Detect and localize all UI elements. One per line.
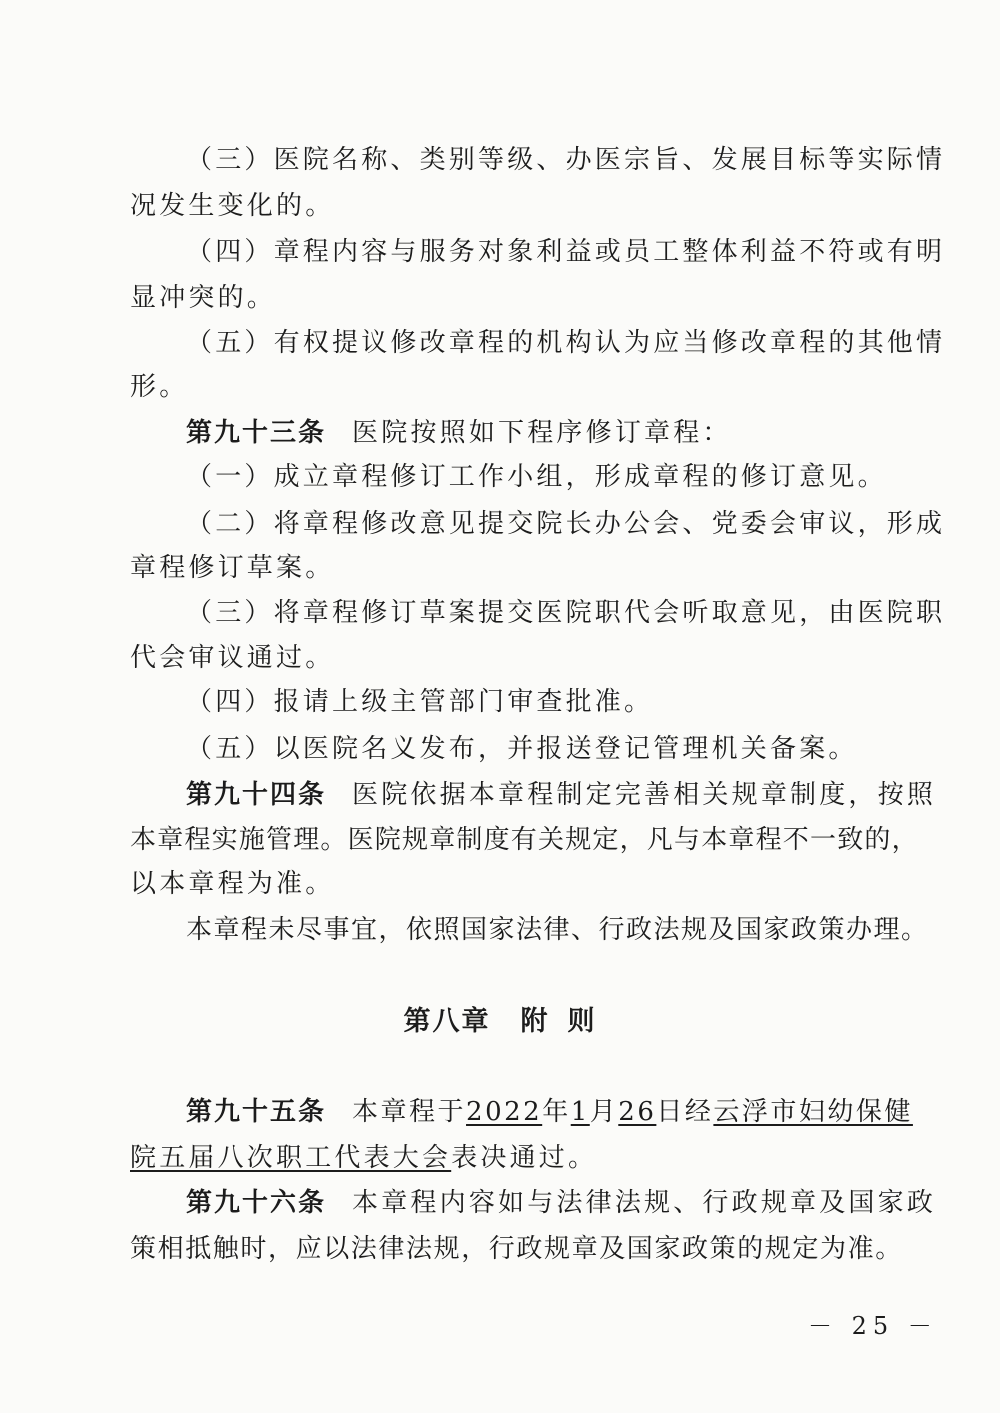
item-4-continuation: 显冲突的。 [130,283,277,313]
closing-paragraph: 本章程未尽事宜，依照国家法律、行政法规及国家政策办理。 [186,915,929,945]
item-3-line [186,145,945,175]
article-94-line2: 本章程实施管理。医院规章制度有关规定，凡与本章程不一致的， [130,825,919,855]
article-93 [186,418,732,448]
article-text: 本章程内容如与法律法规、行政规章及国家政 [352,1188,937,1218]
article-text: 月 [589,1097,619,1127]
date-year: 2022 [466,1097,543,1127]
item-5-continuation: 形。 [130,372,189,402]
step-prefix: （二） [186,509,274,539]
article-94-line3: 以本章程为准。 [130,869,335,899]
step-prefix: （四） [186,687,274,717]
step-prefix: （五） [186,734,274,764]
step-prefix: （一） [186,462,274,492]
assembly-name: 院五届八次职工代表大会 [130,1143,452,1173]
item-text: 有权提议修改章程的机构认为应当修改章程的其他情 [273,328,946,358]
article-title: 第九十四条 [186,780,327,810]
article-title: 第九十六条 [186,1188,327,1218]
chapter-number: 第八章 [403,1006,491,1037]
article-text: 年 [542,1097,571,1127]
item-text: 章程内容与服务对象利益或员工整体利益不符或有明 [273,237,946,267]
article-96 [186,1188,936,1218]
step-3-continuation: 代会审议通过。 [130,643,335,673]
step-4 [186,687,653,717]
article-text: 日经 [656,1097,714,1127]
article-94 [186,780,936,810]
step-1 [186,462,887,492]
item-5-line [186,328,945,358]
step-2-continuation: 章程修订草案。 [130,553,335,583]
article-95 [186,1097,913,1127]
step-text: 以医院名义发布，并报送登记管理机关备案。 [273,734,858,764]
step-text: 将章程修订草案提交医院职代会听取意见，由医院职 [273,598,946,628]
article-96-line2: 策相抵触时，应以法律法规，行政规章及国家政策的规定为准。 [130,1234,903,1264]
article-text: 医院按照如下程序修订章程： [352,418,732,448]
chapter-title-char: 附 [520,1006,550,1037]
step-prefix: （三） [186,598,274,628]
chapter-title-char: 则 [567,1006,597,1037]
article-text: 表决通过。 [451,1143,598,1173]
step-text: 将章程修改意见提交院长办公会、党委会审议，形成 [273,509,946,539]
step-text: 报请上级主管部门审查批准。 [273,687,654,717]
item-prefix: （五） [186,328,274,358]
date-month: 1 [570,1097,590,1127]
item-prefix: （四） [186,237,274,267]
organization-name: 云浮市妇幼保健 [713,1097,913,1127]
item-3-continuation: 况发生变化的。 [130,191,335,221]
step-5 [186,734,858,764]
chapter-heading [0,1007,1000,1037]
item-4-line [186,237,945,267]
date-day: 26 [618,1097,657,1127]
article-title: 第九十五条 [186,1097,327,1127]
article-95-line2 [130,1143,597,1173]
step-2 [186,509,945,539]
page-number: － 25 － [808,1312,938,1340]
step-text: 成立章程修订工作小组，形成章程的修订意见。 [273,462,887,492]
step-3 [186,598,945,628]
article-title: 第九十三条 [186,418,327,448]
article-text: 本章程于 [352,1097,467,1127]
item-prefix: （三） [186,145,274,175]
article-text: 医院依据本章程制定完善相关规章制度，按照 [352,780,937,810]
item-text: 医院名称、类别等级、办医宗旨、发展目标等实际情 [273,145,946,175]
